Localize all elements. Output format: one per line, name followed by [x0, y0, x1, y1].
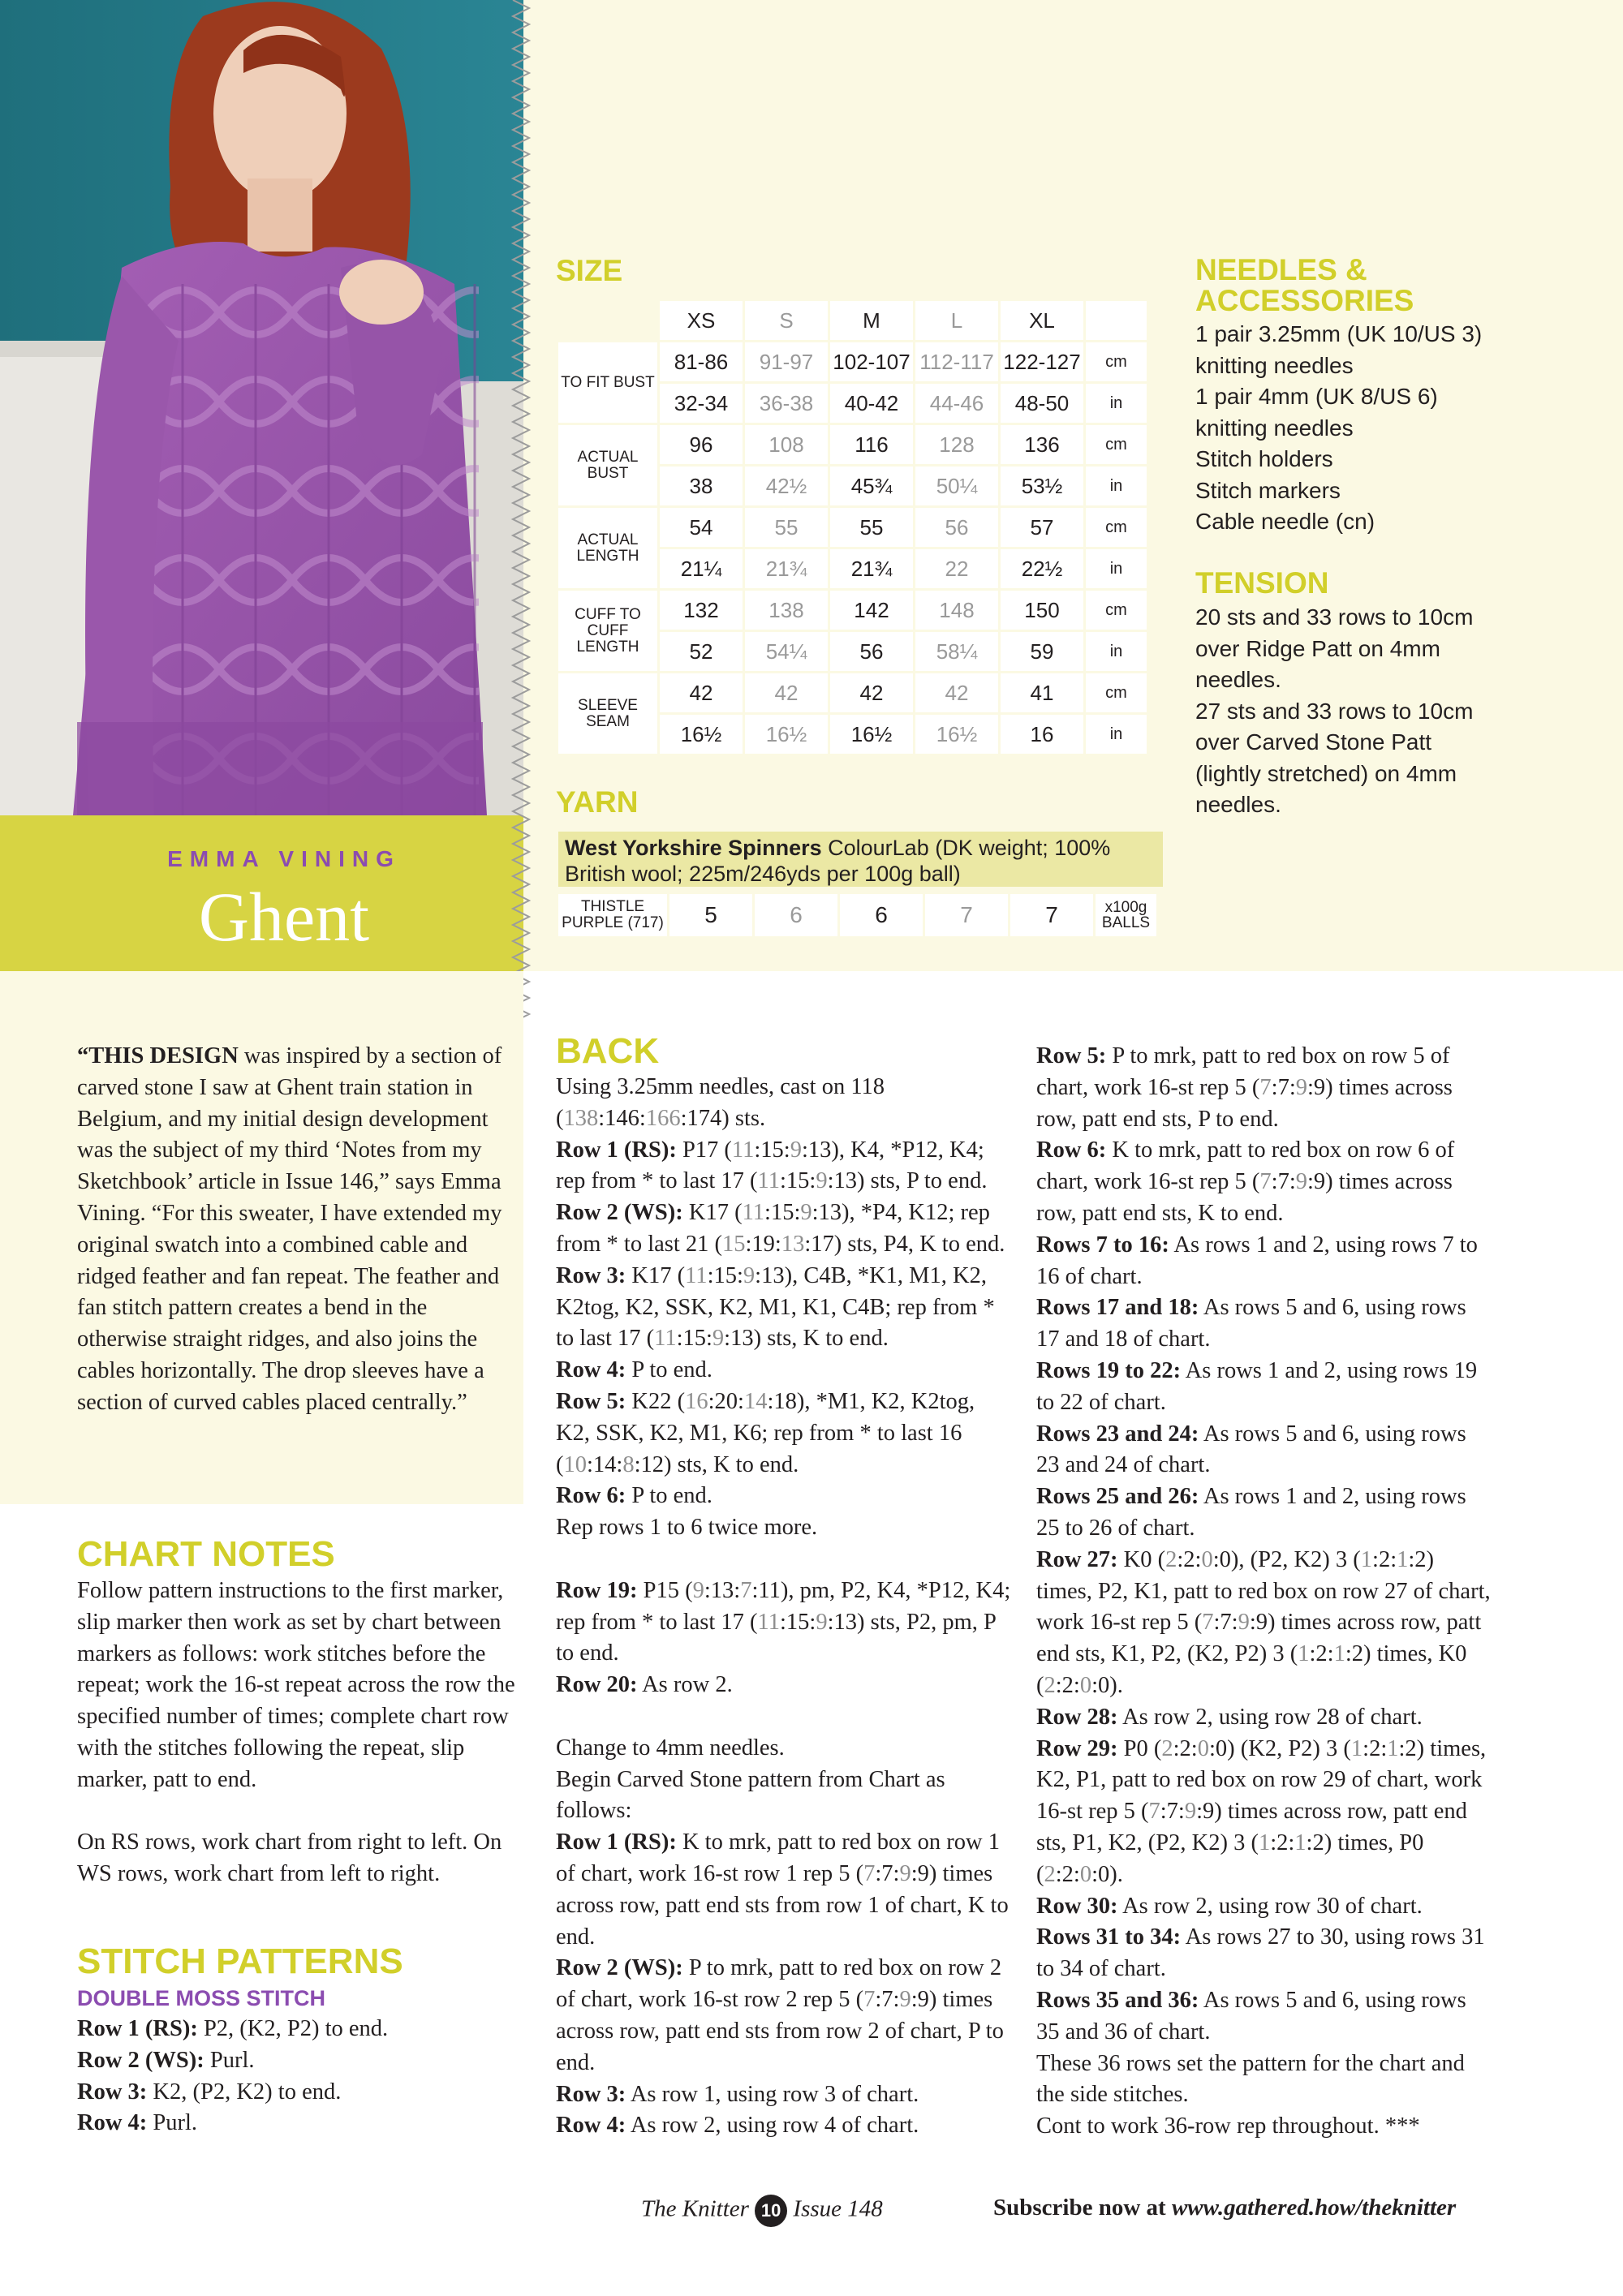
size-col: XL: [1001, 301, 1083, 340]
unit-in: in: [1086, 384, 1147, 423]
tension-line: needles.: [1195, 792, 1281, 817]
needles-line: Stitch holders: [1195, 446, 1333, 471]
unit-cm: cm: [1086, 508, 1147, 547]
instruction: Row 28: As row 2, using row 28 of chart.: [1036, 1704, 1423, 1730]
size-cell: 148: [915, 591, 998, 630]
tension-heading: TENSION: [1195, 566, 1329, 600]
instruction: Row 3: As row 1, using row 3 of chart.: [556, 2081, 919, 2107]
instruction: Rows 31 to 34: As rows 27 to 30, using rows 31 to 34 of chart.: [1036, 1924, 1485, 1982]
needles-line: knitting needles: [1195, 415, 1354, 441]
size-cell: 58¼: [915, 632, 998, 671]
size-cell: 55: [745, 508, 828, 547]
double-moss-heading: DOUBLE MOSS STITCH: [77, 1986, 326, 2010]
size-row-label: ACTUAL BUST: [558, 425, 657, 505]
size-cell: 22: [915, 549, 998, 588]
size-cell: 59: [1001, 632, 1083, 671]
yarn-amount: 7: [1010, 894, 1093, 936]
moss-row-text: Purl.: [204, 2047, 255, 2073]
size-row-label: CUFF TO CUFF LENGTH: [558, 591, 657, 671]
size-cell: 21¾: [830, 549, 913, 588]
moss-row: [77, 2045, 527, 2077]
instruction: Cont to work 36-row rep throughout. ***: [1036, 2113, 1420, 2139]
double-moss-rows: [77, 2014, 527, 2139]
size-col: L: [915, 301, 998, 340]
size-cell: 132: [660, 591, 743, 630]
size-cell: 22½: [1001, 549, 1083, 588]
size-cell: 150: [1001, 591, 1083, 630]
unit-in: in: [1086, 549, 1147, 588]
instruction: Rows 17 and 18: As rows 5 and 6, using rows 17 and 18 of chart.: [1036, 1295, 1466, 1352]
continued-marker: ***: [1384, 2113, 1420, 2139]
instruction: Row 19: P15 (9:13:7:11), pm, P2, K4, *P12, K4; rep from * to last 17 (11:15:9:13) sts, P2, pm, P to end.: [556, 1577, 1011, 1666]
unit-in: in: [1086, 715, 1147, 754]
instruction: Rows 23 and 24: As rows 5 and 6, using rows 23 and 24 of chart.: [1036, 1421, 1466, 1478]
moss-row-label: Row 1 (RS):: [77, 2016, 198, 2041]
yarn-table: [556, 892, 1159, 939]
magazine-name: The Knitter: [641, 2195, 749, 2222]
size-cell: 108: [745, 425, 828, 464]
footer-issue: [641, 2195, 883, 2227]
intro-text: [77, 1041, 519, 1419]
size-cell: 54¼: [745, 632, 828, 671]
size-cell: 81-86: [660, 342, 743, 381]
size-cell: 41: [1001, 673, 1083, 712]
size-cell: 102-107: [830, 342, 913, 381]
size-cell: 142: [830, 591, 913, 630]
size-cell: 116: [830, 425, 913, 464]
size-row: [558, 425, 1147, 464]
instruction: Row 1 (RS): P17 (11:15:9:13), K4, *P12, K4; rep from * to last 17 (11:15:9:13) sts, P to end.: [556, 1137, 988, 1194]
needles-heading: NEEDLES & ACCESSORIES: [1195, 253, 1414, 317]
moss-row-label: Row 2 (WS):: [77, 2047, 204, 2073]
model-photo: [0, 0, 523, 815]
size-cell: 91-97: [745, 342, 828, 381]
size-cell: 56: [830, 632, 913, 671]
tension-line: over Carved Stone Patt: [1195, 729, 1432, 755]
size-cell: 136: [1001, 425, 1083, 464]
size-cell: 36-38: [745, 384, 828, 423]
size-cell: 42½: [745, 467, 828, 505]
instruction: Row 5: K22 (16:20:14:18), *M1, K2, K2tog, K2, SSK, K2, M1, K6; rep from * to last 16 (10:14:8:12) sts, K to end.: [556, 1388, 975, 1477]
intro-body: was inspired by a section of carved stone I saw at Ghent train station in Belgium, and my initial design development was the subject of my third ‘Notes from my Sketchbook’ article in Issue 146,” says Emma Vining. “For this sweater, I have extended my original swatch into a combined cable and ridged feather and fan repeat. The feather and fan stitch pattern creates a bend in the otherwise straight ridges, and also joins the cables horizontally. The drop sleeves have a section of curved cables placed centrally.”: [77, 1043, 502, 1415]
chart-notes-para: Follow pattern instructions to the first marker, slip marker then work as set by chart between markers as follows: work stitches before the repeat; work the 16-st repeat across the row the specified number of times; complete chart row with the stitches following the repeat, slip marker, patt to end.: [77, 1578, 515, 1792]
instruction: Row 4: As row 2, using row 4 of chart.: [556, 2113, 919, 2139]
pattern-title: Ghent: [198, 878, 370, 956]
instruction: Using 3.25mm needles, cast on 118 (138:146:166:174) sts.: [556, 1074, 885, 1131]
moss-row: [77, 2014, 527, 2045]
size-cell: 16½: [745, 715, 828, 754]
chart-notes-para: On RS rows, work chart from right to left. On WS rows, work chart from left to right.: [77, 1829, 502, 1887]
chart-notes-heading: CHART NOTES: [77, 1534, 335, 1574]
yarn-unit: x100g BALLS: [1096, 894, 1156, 936]
size-cell: 21¼: [660, 549, 743, 588]
size-table: [556, 299, 1149, 756]
size-row: [558, 591, 1147, 630]
size-cell: 128: [915, 425, 998, 464]
back-instructions-col2: [1036, 1041, 1491, 2143]
instruction: Change to 4mm needles.: [556, 1735, 785, 1761]
back-instructions-col1: [556, 1072, 1014, 2142]
instruction: Row 6: P to end.: [556, 1483, 712, 1509]
needles-list: [1195, 319, 1601, 538]
size-cell: 42: [745, 673, 828, 712]
yarn-brand: West Yorkshire Spinners: [565, 836, 822, 860]
unit-cm: cm: [1086, 673, 1147, 712]
size-cell: 16: [1001, 715, 1083, 754]
size-cell: 21¾: [745, 549, 828, 588]
instruction: These 36 rows set the pattern for the chart and the side stitches.: [1036, 2050, 1465, 2108]
unit-cm: cm: [1086, 342, 1147, 381]
yarn-amount: 6: [840, 894, 923, 936]
size-row-label: TO FIT BUST: [558, 342, 657, 423]
size-col: M: [830, 301, 913, 340]
size-cell: 40-42: [830, 384, 913, 423]
yarn-heading: YARN: [556, 785, 639, 819]
instruction: Rows 19 to 22: As rows 1 and 2, using rows 19 to 22 of chart.: [1036, 1357, 1478, 1415]
size-cell: 44-46: [915, 384, 998, 423]
needles-line: Stitch markers: [1195, 477, 1341, 503]
size-row: [558, 508, 1147, 547]
size-cell: 16½: [915, 715, 998, 754]
moss-row-text: K2, (P2, K2) to end.: [147, 2079, 342, 2105]
size-corner: [558, 301, 657, 340]
size-cell: 42: [915, 673, 998, 712]
size-col: S: [745, 301, 828, 340]
tension-line: needles.: [1195, 667, 1281, 692]
instruction: Rows 35 and 36: As rows 5 and 6, using rows 35 and 36 of chart.: [1036, 1987, 1466, 2044]
size-row: [558, 342, 1147, 381]
size-row-label: ACTUAL LENGTH: [558, 508, 657, 588]
size-cell: 16½: [660, 715, 743, 754]
moss-row: [77, 2077, 527, 2109]
subscribe-url[interactable]: www.gathered.how/theknitter: [1171, 2195, 1457, 2221]
size-col: XS: [660, 301, 743, 340]
tension-line: (lightly stretched) on 4mm: [1195, 760, 1457, 786]
size-cell: 138: [745, 591, 828, 630]
instruction: Row 29: P0 (2:2:0:0) (K2, P2) 3 (1:2:1:2) times, K2, P1, patt to red box on row 29 of chart, work 16-st rep 5 (7:7:9:9) times across row, patt end sts, P1, K2, (P2, K2) 3 (1:2:1:2) times, P0 (2:2:0:0).: [1036, 1735, 1487, 1887]
instruction: Row 30: As row 2, using row 30 of chart.: [1036, 1893, 1423, 1919]
chart-notes-text: [77, 1576, 527, 1890]
instruction: Rep rows 1 to 6 twice more.: [556, 1515, 818, 1541]
intro-lead: “THIS DESIGN: [77, 1043, 239, 1068]
instruction: Row 1 (RS): K to mrk, patt to red box on row 1 of chart, work 16-st row 1 rep 5 (7:7:9:9) times across row, patt end sts from row 1 of chart, K to end.: [556, 1829, 1009, 1950]
size-cell: 96: [660, 425, 743, 464]
moss-row: [77, 2108, 527, 2139]
size-cell: 57: [1001, 508, 1083, 547]
unit-cm: cm: [1086, 591, 1147, 630]
tension-line: 20 sts and 33 rows to 10cm: [1195, 604, 1474, 630]
size-unit-blank: [1086, 301, 1147, 340]
issue-number: Issue 148: [793, 2195, 883, 2222]
size-cell: 45¾: [830, 467, 913, 505]
stitch-patterns-heading: STITCH PATTERNS: [77, 1941, 403, 1981]
instruction: Rows 25 and 26: As rows 1 and 2, using rows 25 to 26 of chart.: [1036, 1484, 1466, 1541]
instruction: Row 3: K17 (11:15:9:13), C4B, *K1, M1, K2, K2tog, K2, SSK, K2, M1, K1, C4B; rep from * to last 17 (11:15:9:13) sts, K to end.: [556, 1262, 995, 1352]
size-cell: 32-34: [660, 384, 743, 423]
needles-line: Cable needle (cn): [1195, 509, 1375, 534]
needles-line: knitting needles: [1195, 352, 1354, 378]
tension-line: 27 sts and 33 rows to 10cm: [1195, 698, 1474, 724]
yarn-shade: THISTLE PURPLE (717): [558, 894, 667, 936]
instruction: Row 2 (WS): P to mrk, patt to red box on row 2 of chart, work 16-st row 2 rep 5 (7:7:9:9) times across row, patt end sts from row 2 of chart, P to end.: [556, 1955, 1004, 2075]
yarn-row: [558, 894, 1156, 936]
size-row-label: SLEEVE SEAM: [558, 673, 657, 754]
instruction: Row 27: K0 (2:2:0:0), (P2, K2) 3 (1:2:1:2) times, P2, K1, patt to red box on row 27 of chart, work 16-st rep 5 (7:7:9:9) times across row, patt end sts, K1, P2, (K2, P2) 3 (1:2:1:2) times, K0 (2:2:0:0).: [1036, 1546, 1491, 1698]
size-cell: 54: [660, 508, 743, 547]
size-cell: 56: [915, 508, 998, 547]
tension-text: [1195, 602, 1601, 821]
size-heading: SIZE: [556, 254, 623, 287]
unit-cm: cm: [1086, 425, 1147, 464]
tension-line: over Ridge Patt on 4mm: [1195, 635, 1440, 661]
zigzag-divider: [510, 0, 532, 1022]
instruction: Row 4: P to end.: [556, 1357, 712, 1383]
size-cell: 42: [830, 673, 913, 712]
instruction: Begin Carved Stone pattern from Chart as follows:: [556, 1766, 945, 1824]
unit-in: in: [1086, 467, 1147, 505]
moss-row-label: Row 4:: [77, 2110, 148, 2136]
designer-name: EMMA VINING: [167, 846, 401, 871]
size-cell: 48-50: [1001, 384, 1083, 423]
yarn-amount: 7: [925, 894, 1008, 936]
size-cell: 55: [830, 508, 913, 547]
instruction: Row 2 (WS): K17 (11:15:9:13), *P4, K12; rep from * to last 21 (15:19:13:17) sts, P4, K to end.: [556, 1200, 1005, 1257]
size-row: [558, 673, 1147, 712]
size-cell: 38: [660, 467, 743, 505]
needles-line: 1 pair 4mm (UK 8/US 6): [1195, 384, 1438, 409]
instruction: Row 20: As row 2.: [556, 1672, 733, 1698]
page-number: 10: [755, 2195, 787, 2227]
instruction: Rows 7 to 16: As rows 1 and 2, using rows 7 to 16 of chart.: [1036, 1232, 1478, 1289]
unit-in: in: [1086, 632, 1147, 671]
footer-subscribe: [993, 2195, 1456, 2221]
size-header-row: [558, 301, 1147, 340]
size-cell: 42: [660, 673, 743, 712]
size-cell: 122-127: [1001, 342, 1083, 381]
yarn-amount: 5: [669, 894, 752, 936]
instruction: Row 6: K to mrk, patt to red box on row 6 of chart, work 16-st rep 5 (7:7:9:9) times across row, patt end sts, K to end.: [1036, 1137, 1455, 1226]
yarn-description: [558, 832, 1163, 887]
needles-line: 1 pair 3.25mm (UK 10/US 3): [1195, 321, 1483, 346]
size-cell: 52: [660, 632, 743, 671]
back-heading: BACK: [556, 1031, 660, 1071]
instruction: Row 5: P to mrk, patt to red box on row 5 of chart, work 16-st rep 5 (7:7:9:9) times across row, patt end sts, P to end.: [1036, 1043, 1453, 1132]
moss-row-text: Purl.: [147, 2110, 198, 2136]
subscribe-text: Subscribe now at: [993, 2195, 1166, 2221]
size-cell: 112-117: [915, 342, 998, 381]
moss-row-text: P2, (K2, P2) to end.: [197, 2016, 389, 2041]
yarn-amount: 6: [755, 894, 837, 936]
moss-row-label: Row 3:: [77, 2079, 148, 2105]
size-cell: 16½: [830, 715, 913, 754]
yarn-detail: ColourLab (DK weight; 100% British wool; 225m/246yds per 100g ball): [565, 836, 1111, 886]
size-cell: 50¼: [915, 467, 998, 505]
size-cell: 53½: [1001, 467, 1083, 505]
